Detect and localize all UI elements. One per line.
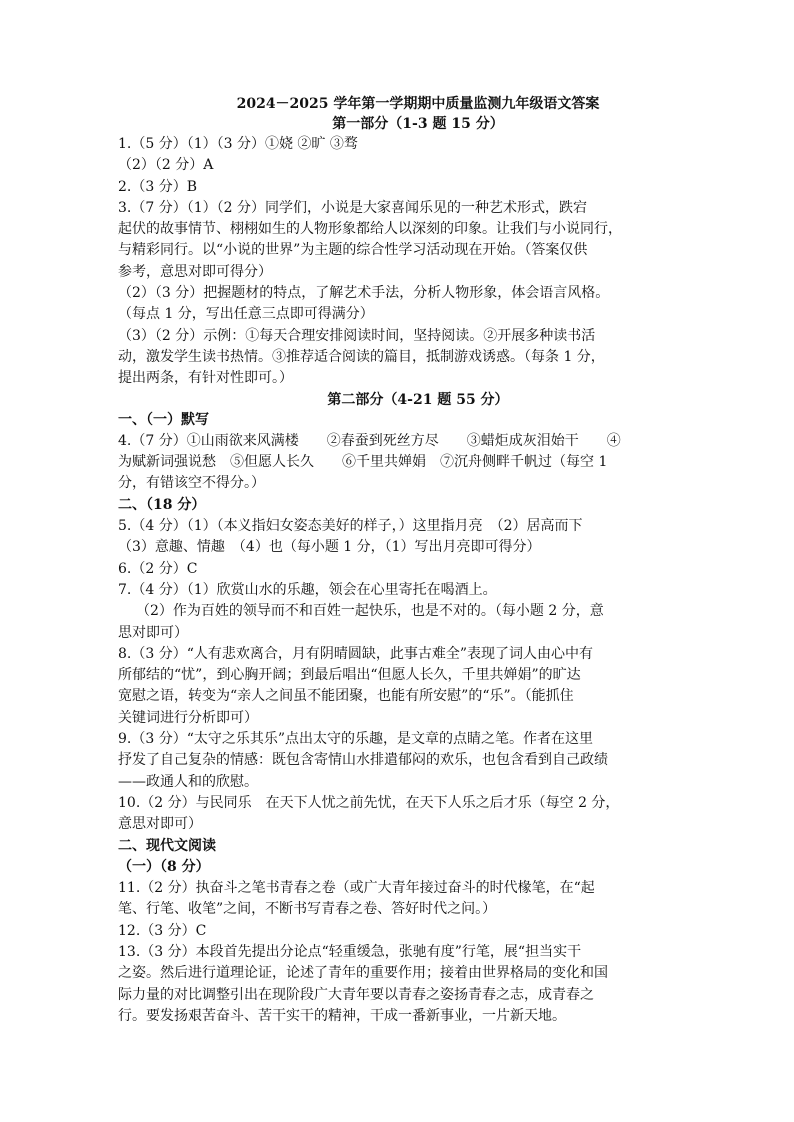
answer-line: ——政通人和的欣慰。 xyxy=(118,773,258,790)
answer-line: 为赋新词强说愁 ⑤但愿人长久 ⑥千里共婵娟 ⑦沉舟侧畔千帆过（每空 1 xyxy=(118,454,608,471)
answer-line: 2.（3 分）B xyxy=(118,178,198,195)
answer-line: 6.（2 分）C xyxy=(118,560,198,577)
section-heading: （一）（8 分） xyxy=(118,858,210,875)
answer-line: 11.（2 分）执奋斗之笔书青春之卷（或广大青年接过奋斗的时代椽笔，在“起 xyxy=(118,880,595,897)
answer-line: （每点 1 分，写出任意三点即可得满分） xyxy=(118,306,374,323)
answer-line: 13.（3 分）本段首先提出分论点“轻重缓急，张驰有度”行笔，展“担当实干 xyxy=(118,943,582,960)
answer-line: 起伏的故事情节、栩栩如生的人物形象都给人以深刻的印象。让我们与小说同行， xyxy=(118,221,622,238)
answer-line: 与精彩同行。以“小说的世界”为主题的综合性学习活动现在开始。（答案仅供 xyxy=(118,242,588,259)
document-title: 2024－2025 学年第一学期期中质量监测九年级语文答案 xyxy=(236,96,600,112)
part2-title: 第二部分（4-21 题 55 分） xyxy=(327,391,509,408)
answer-line: 行。要发扬艰苦奋斗、苦干实干的精神，干成一番新事业，一片新天地。 xyxy=(118,1007,566,1024)
answer-line: 宽慰之语，转变为“亲人之间虽不能团聚，也能有所安慰”的“乐”。（能抓住 xyxy=(118,688,574,705)
answer-line: 意思对即可） xyxy=(118,816,202,833)
answer-line: （2）作为百姓的领导而不和百姓一起快乐，也是不对的。（每小题 2 分，意 xyxy=(136,603,604,620)
section-heading: 一、（一）默写 xyxy=(118,411,209,428)
answer-line: 参考，意思对即可得分） xyxy=(118,263,272,280)
answer-line: 际力量的对比调整引出在现阶段广大青年要以青春之姿扬青春之志，成青春之 xyxy=(118,986,594,1003)
answer-line: （3）（2 分）示例：①每天合理安排阅读时间，坚持阅读。②开展多种读书活 xyxy=(118,327,596,344)
answer-line: 所郁结的“忧”，到心胸开阔；到最后唱出“但愿人长久，千里共婵娟”的旷达 xyxy=(118,667,581,684)
answer-line: 5.（4 分）（1）（本义指妇女姿态美好的样子，）这里指月亮 （2）居高而下 xyxy=(118,518,583,535)
answer-line: 9.（3 分）“太守之乐其乐”点出太守的乐趣，是文章的点睛之笔。作者在这里 xyxy=(118,731,594,748)
answer-line: 提出两条，有针对性即可。） xyxy=(118,370,293,387)
answer-line: 12.（3 分）C xyxy=(118,922,207,939)
answer-line: 4.（7 分）①山雨欲来风满楼 ②春蚕到死丝方尽 ③蜡炬成灰泪始干 ④ xyxy=(118,432,621,449)
answer-line: 10.（2 分）与民同乐 在天下人忧之前先忧，在天下人乐之后才乐（每空 2 分， xyxy=(118,794,620,811)
answer-line: （2）（3 分）把握题材的特点，了解艺术手法，分析人物形象，体会语言风格。 xyxy=(118,285,610,302)
answer-line: 笔、行笔、收笔”之间，不断书写青春之卷、答好时代之问。） xyxy=(118,901,497,918)
answer-line: 3.（7 分）（1）（2 分）同学们，小说是大家喜闻乐见的一种艺术形式，跌宕 xyxy=(118,199,587,216)
answer-line: 7.（4 分）（1）欣赏山水的乐趣，领会在心里寄托在喝酒上。 xyxy=(118,581,497,598)
part2-body xyxy=(118,410,718,1028)
answer-line: 抒发了自己复杂的情感：既包含寄情山水排遣郁闷的欢乐，也包含看到自己政绩 xyxy=(118,752,608,769)
answer-line: 之姿。然后进行道理论证，论述了青年的重要作用；接着由世界格局的变化和国 xyxy=(118,965,608,982)
section-heading: 二、（18 分） xyxy=(118,496,206,513)
answer-line: 分，有错该空不得分。） xyxy=(118,475,265,492)
answer-line: 关键词进行分析即可） xyxy=(118,709,258,726)
part1-title: 第一部分（1-3 题 15 分） xyxy=(332,116,504,132)
answer-line: （3）意趣、情趣 （4）也（每小题 1 分，（1）写出月亮即可得分） xyxy=(118,539,541,556)
answer-line: 1.（5 分）（1）（3 分）①娆 ②旷 ③骛 xyxy=(118,136,358,152)
answer-line: （2）（2 分）A xyxy=(118,157,214,174)
part1-body xyxy=(118,134,718,390)
answer-line: 8.（3 分）“人有悲欢离合，月有阴晴圆缺，此事古难全”表现了词人由心中有 xyxy=(118,645,594,662)
section-heading: 二、现代文阅读 xyxy=(118,837,216,854)
answer-line: 思对即可） xyxy=(118,624,188,641)
answer-line: 动，激发学生读书热情。③推荐适合阅读的篇目，抵制游戏诱惑。（每条 1 分， xyxy=(118,348,605,365)
